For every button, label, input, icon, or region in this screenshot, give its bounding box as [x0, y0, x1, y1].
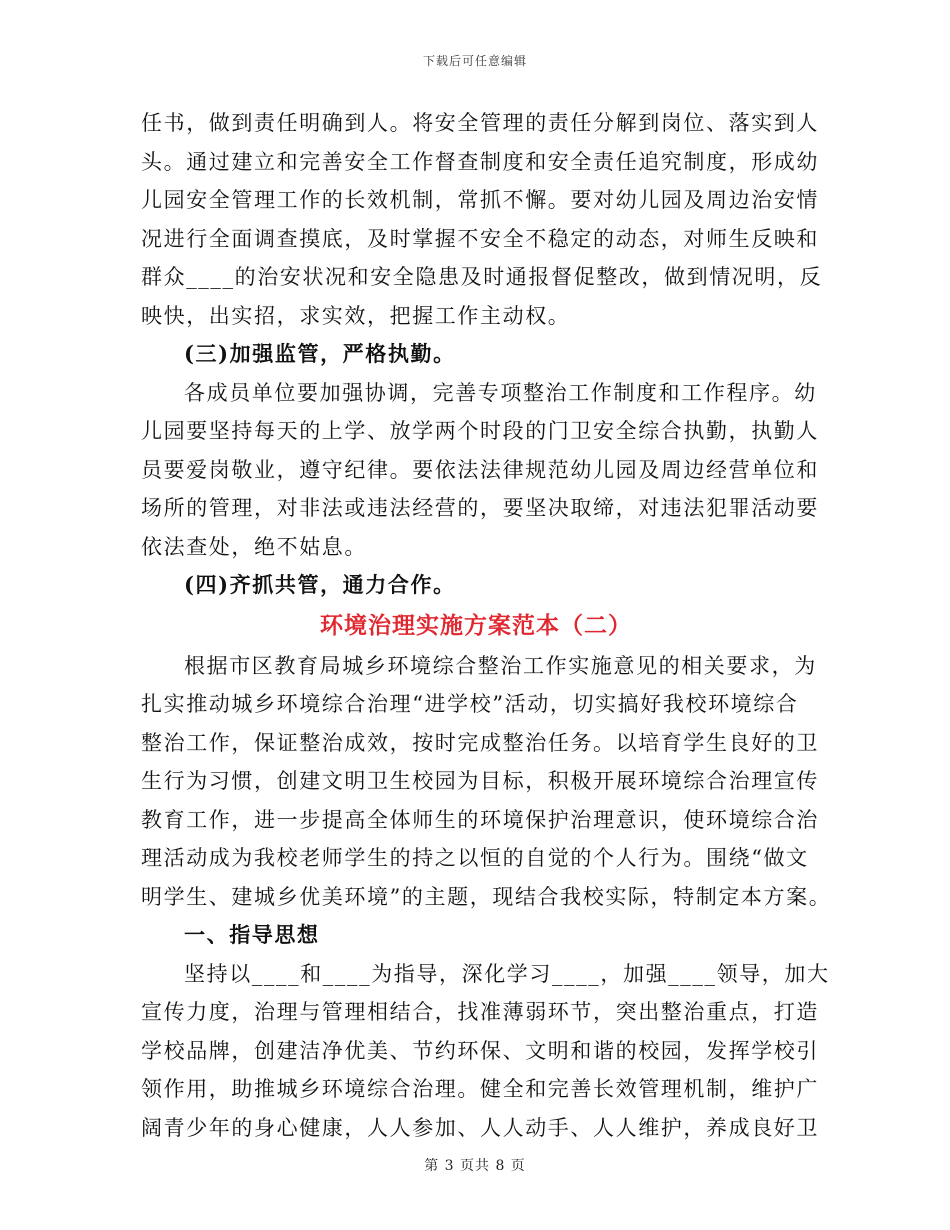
- page-header: 下载后可任意编辑: [422, 54, 527, 68]
- paragraph: [141, 955, 830, 1148]
- text-line: 任书，做到责任明确到人。将安全管理的责任分解到岗位、落实到人: [141, 111, 819, 135]
- text-line: 依法查处，绝不姑息。: [141, 534, 367, 559]
- page-footer: 第 3 页共 8 页: [424, 1158, 526, 1174]
- text-line: 况进行全面调查摸底，及时掌握不安全不稳定的动态，对师生反映和: [141, 226, 819, 251]
- paragraph: [141, 104, 823, 335]
- text-line: 整治工作，保证整治成效，按时完成整治任务。以培育学生良好的卫: [141, 730, 819, 755]
- text-line: 儿园要坚持每天的上学、放学两个时段的门卫安全综合执勤，执勤人: [141, 419, 819, 443]
- text-line: 儿园安全管理工作的长效机制，常抓不懈。要对幼儿园及周边治安情: [141, 188, 819, 212]
- section-heading: (三)加强监管，严格执勤。: [184, 341, 456, 366]
- paragraph: [141, 647, 832, 917]
- text-line: 宣传力度，治理与管理相结合，找准薄弱环节，突出整治重点，打造: [141, 1000, 819, 1024]
- text-line: 坚持以____和____为指导，深化学习____，加强____领导，加大: [184, 961, 830, 986]
- text-line: 各成员单位要加强协调，完善专项整治工作制度和工作程序。幼: [184, 380, 817, 405]
- text-line: 员要爱岗敬业，遵守纪律。要依法法律规范幼儿园及周边经营单位和: [141, 457, 819, 482]
- text-line: 群众____的治安状况和安全隐患及时通报督促整改，做到情况明，反: [141, 265, 823, 289]
- text-line: 头。通过建立和完善安全工作督查制度和安全责任追究制度，形成幼: [141, 149, 819, 174]
- text-line: 生行为习惯，创建文明卫生校园为目标，积极开展环境综合治理宣传: [141, 769, 819, 793]
- text-line: 阔青少年的身心健康，人人参加、人人动手、人人维护，养成良好卫: [141, 1115, 819, 1140]
- paragraph: [141, 374, 819, 567]
- text-line: 教育工作，进一步提高全体师生的环境保护治理意识，使环境综合治: [141, 807, 819, 832]
- text-line: 场所的管理，对非法或违法经营的，要坚决取缔，对违法犯罪活动要: [141, 496, 819, 520]
- section-heading: 一、指导思想: [184, 922, 320, 947]
- text-line: 扎实推动城乡环境综合治理“进学校”活动，切实搞好我校环境综合: [141, 692, 799, 716]
- text-line: 领作用，助推城乡环境综合治理。健全和完善长效管理机制，维护广: [141, 1077, 819, 1101]
- text-line: 明学生、建城乡优美环境”的主题，现结合我校实际，特制定本方案。: [141, 884, 832, 909]
- text-line: 学校品牌，创建洁净优美、节约环保、文明和谐的校园，发挥学校引: [141, 1038, 819, 1063]
- text-line: 映快，出实招，求实效，把握工作主动权。: [141, 303, 571, 328]
- text-line: 根据市区教育局城乡环境综合整治工作实施意见的相关要求，为: [184, 653, 817, 678]
- document-body: [141, 104, 832, 1147]
- text-line: 理活动成为我校老师学生的持之以恒的自觉的个人行为。围绕“做文: [141, 846, 809, 870]
- document-title: 环境治理实施方案范本（二）: [320, 611, 632, 639]
- section-heading: (四)齐抓共管，通力合作。: [184, 572, 456, 597]
